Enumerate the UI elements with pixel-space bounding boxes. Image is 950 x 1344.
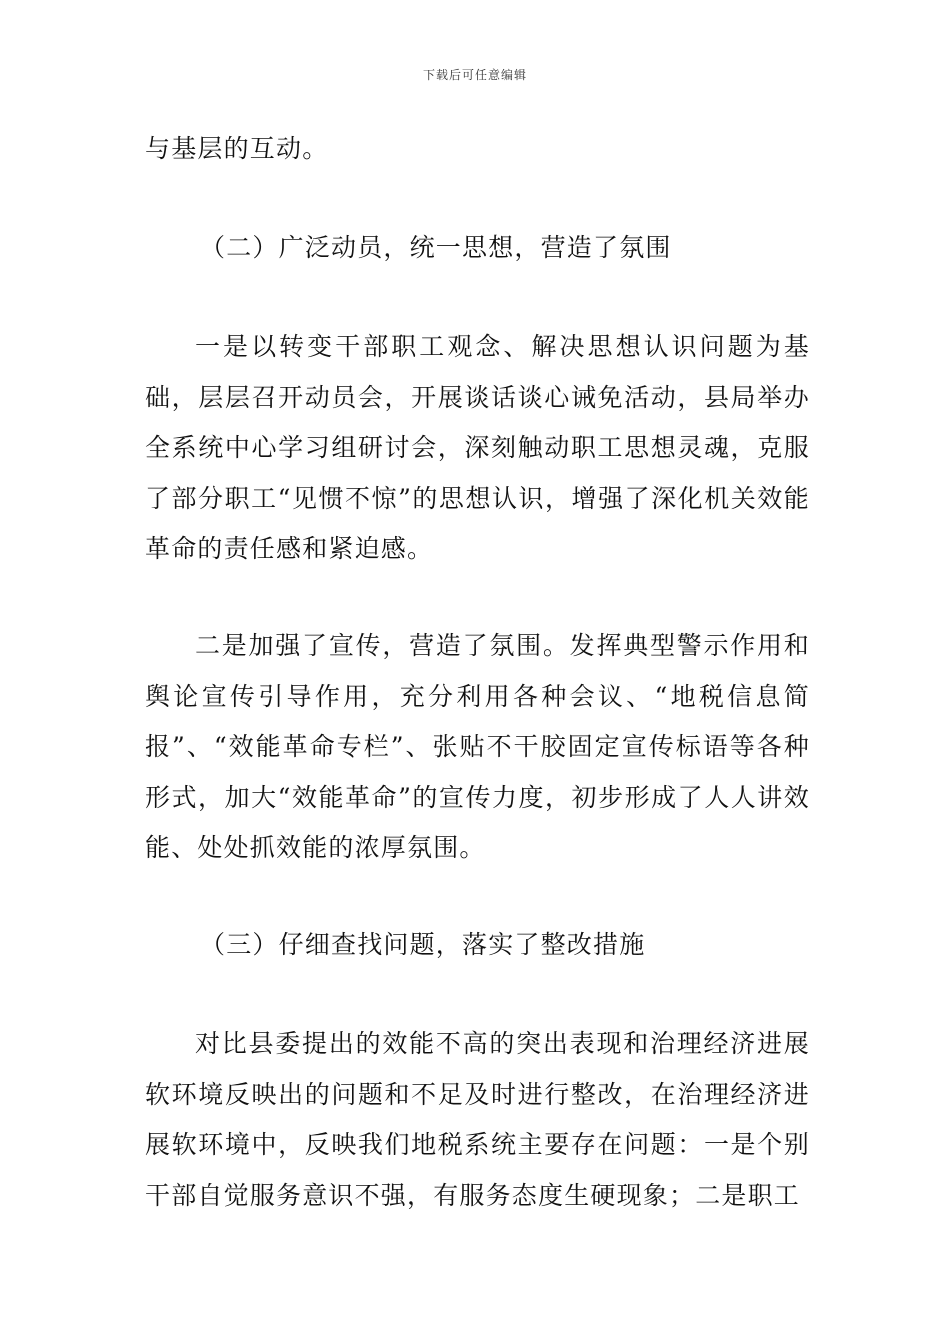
paragraph-continuation	[145, 124, 810, 175]
section-heading-text: （三）仔细查找问题，落实了整改措施	[200, 930, 646, 959]
paragraph-3	[145, 1019, 810, 1221]
section-heading-3	[145, 920, 810, 971]
page-header: 下载后可任意编辑	[422, 68, 527, 82]
paragraph-text: 二是加强了宣传，营造了氛围。发挥典型警示作用和舆论宣传引导作用，充分利用各种会议、“地税信息简报”、“效能革命专栏”、张贴不干胶固定宣传标语等各种形式，加大“效能革命”的宣传力度，初步形成了人人讲效能、处处抓效能的浓厚氛围。	[145, 631, 810, 862]
section-heading-text: （二）广泛动员，统一思想，营造了氛围	[200, 233, 672, 262]
paragraph-text: 与基层的互动。	[145, 134, 329, 163]
section-heading-2	[145, 223, 810, 274]
paragraph-1	[145, 322, 810, 575]
paragraph-text: 对比县委提出的效能不高的突出表现和治理经济进展软环境反映出的问题和不足及时进行整改，在治理经济进展软环境中，反映我们地税系统主要存在问题：一是个别干部自觉服务意识不强，有服务态度生硬现象；二是职工	[145, 1029, 810, 1210]
paragraph-2	[145, 621, 810, 874]
paragraph-text: 一是以转变干部职工观念、解决思想认识问题为基础，层层召开动员会，开展谈话谈心诫免活动，县局举办全系统中心学习组研讨会，深刻触动职工思想灵魂，克服了部分职工“见惯不惊”的思想认识，增强了深化机关效能革命的责任感和紧迫感。	[145, 332, 810, 563]
